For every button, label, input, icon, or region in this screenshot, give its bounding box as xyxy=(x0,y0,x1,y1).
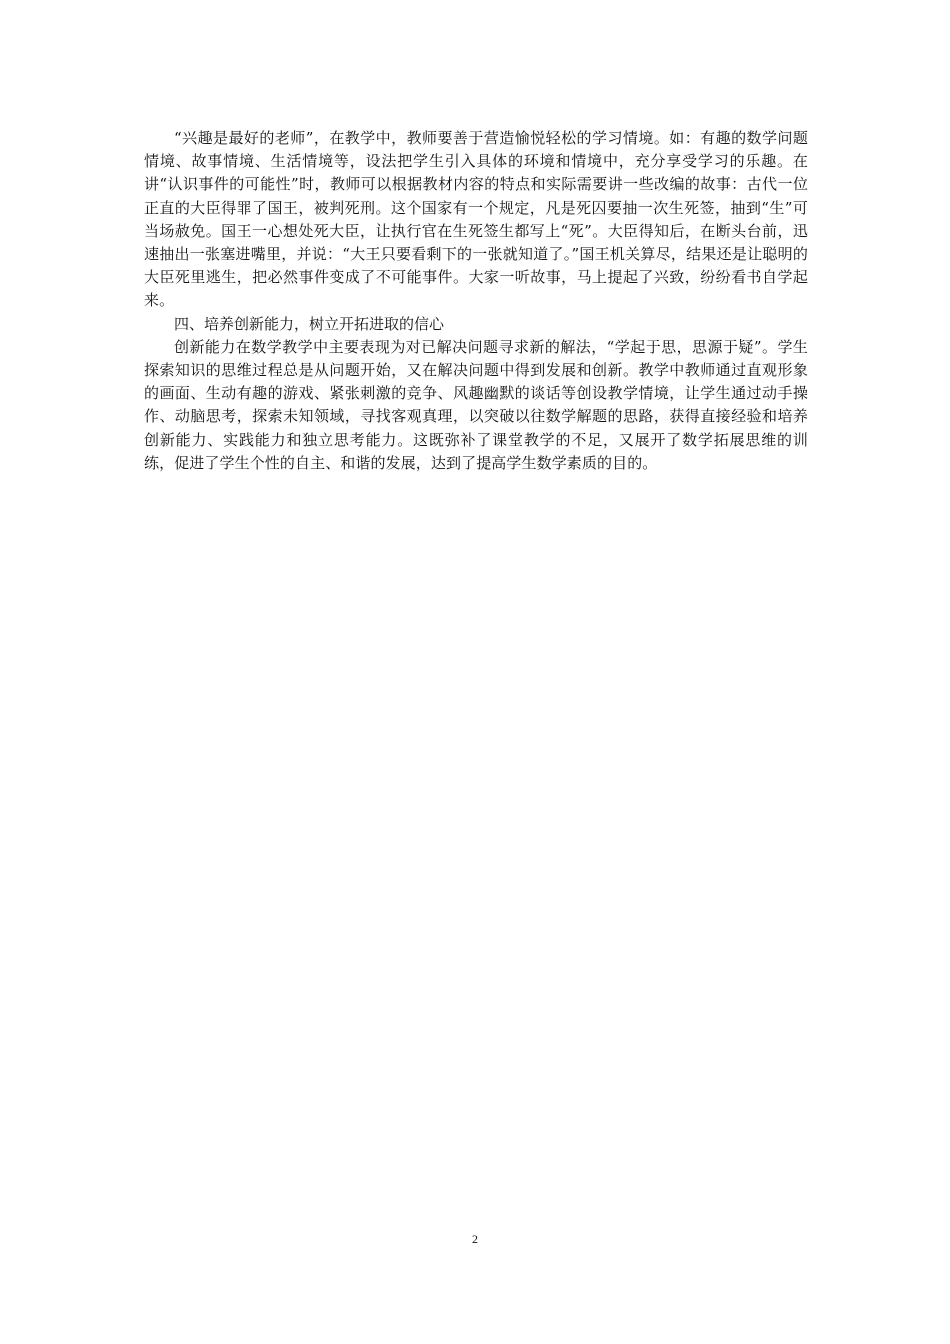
paragraph-innovation-ability: 创新能力在数学教学中主要表现为对已解决问题寻求新的解法，“学起于思，思源于疑”。学生探索知识的思维过程总是从问题开始，又在解决问题中得到发展和创新。教学中教师通过直观形象的画面、生动有趣的游戏、紧张刺激的竞争、风趣幽默的谈话等创设教学情境，让学生通过动手操作、动脑思考，探索未知领域，寻找客观真理，以突破以往数学解题的思路，获得直接经验和培养创新能力、实践能力和独立思考能力。这既弥补了课堂教学的不足，又展开了数学拓展思维的训练，促进了学生个性的自主、和谐的发展，达到了提高学生数学素质的目的。 xyxy=(144,337,808,472)
page-number: 2 xyxy=(472,1232,478,1246)
section-heading-innovation: 四、培养创新能力，树立开拓进取的信心 xyxy=(174,314,445,333)
paragraph-interest-story: “兴趣是最好的老师”，在教学中，教师要善于营造愉悦轻松的学习情境。如：有趣的数学问题情境、故事情境、生活情境等，设法把学生引入具体的环境和情境中，充分享受学习的乐趣。在讲“认识事件的可能性”时，教师可以根据教材内容的特点和实际需要讲一些改编的故事：古代一位正直的大臣得罪了国王，被判死刑。这个国家有一个规定，凡是死囚要抽一次生死签，抽到“生”可当场赦免。国王一心想处死大臣，让执行官在生死签生都写上“死”。大臣得知后，在断头台前，迅速抽出一张塞进嘴里，并说：“大王只要看剩下的一张就知道了。”国王机关算尽，结果还是让聪明的大臣死里逃生，把必然事件变成了不可能事件。大家一听故事，马上提起了兴致，纷纷看书自学起来。 xyxy=(144,129,808,310)
document-body xyxy=(144,127,808,475)
